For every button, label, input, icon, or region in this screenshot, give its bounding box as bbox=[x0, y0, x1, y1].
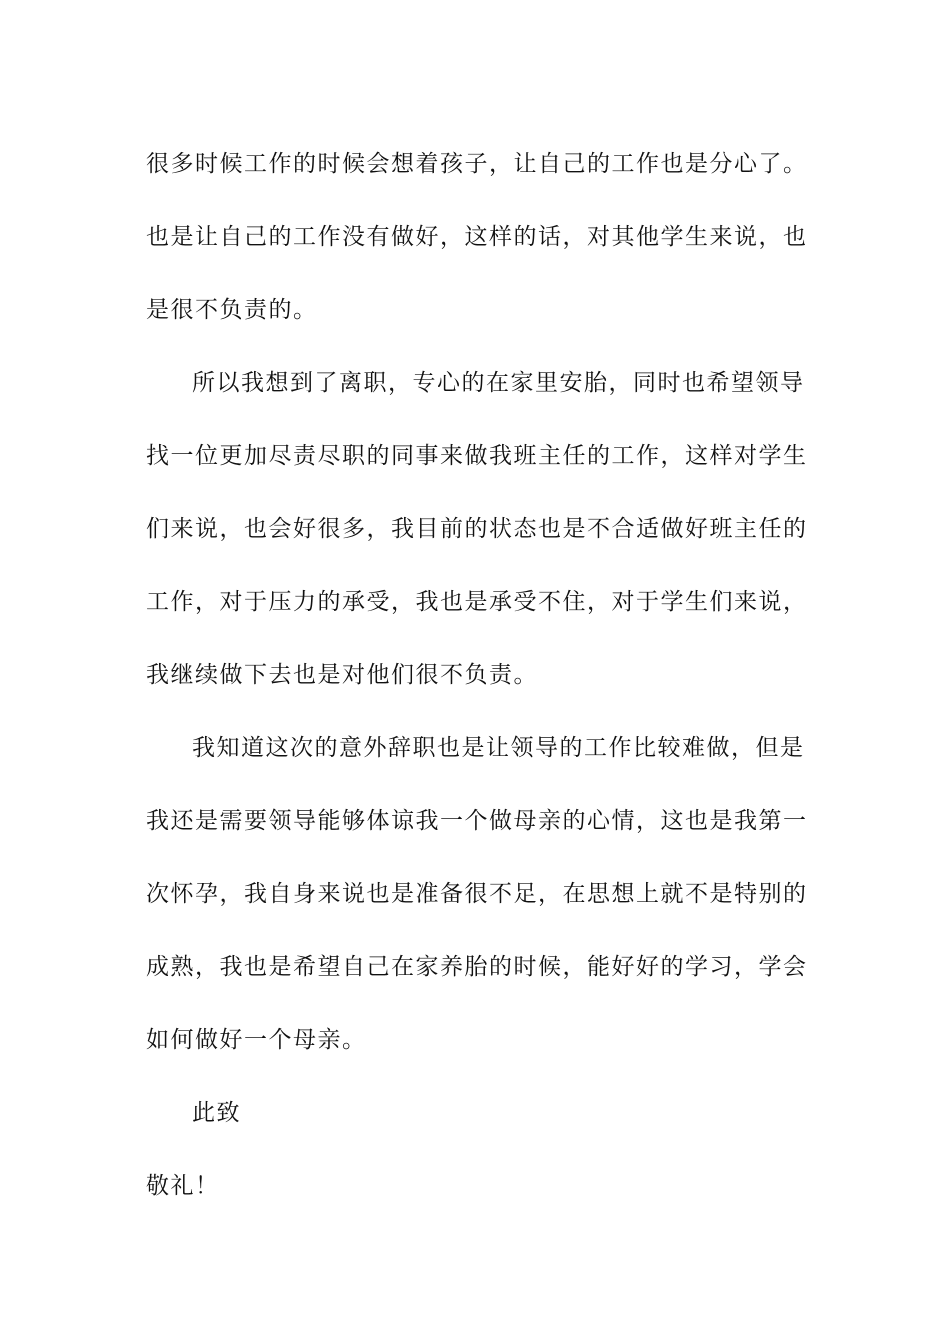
paragraph-1 bbox=[146, 128, 806, 347]
paragraph-3 bbox=[146, 712, 806, 1077]
text-line: 我还是需要领导能够体谅我一个做母亲的心情，这也是我第一 bbox=[146, 808, 808, 834]
text-line: 也是让自己的工作没有做好，这样的话，对其他学生来说，也 bbox=[146, 224, 808, 250]
text-line: 成熟，我也是希望自己在家养胎的时候，能好好的学习，学会 bbox=[146, 954, 808, 980]
text-line: 们来说，也会好很多，我目前的状态也是不合适做好班主任的 bbox=[146, 516, 808, 542]
salutation-text: 敬礼！ bbox=[146, 1173, 220, 1199]
text-line: 工作，对于压力的承受，我也是承受不住，对于学生们来说， bbox=[146, 589, 808, 615]
text-line: 次怀孕，我自身来说也是准备很不足，在思想上就不是特别的 bbox=[146, 881, 808, 907]
text-line: 如何做好一个母亲。 bbox=[146, 1027, 367, 1053]
closing-block bbox=[146, 1077, 806, 1223]
text-line: 找一位更加尽责尽职的同事来做我班主任的工作，这样对学生 bbox=[146, 443, 808, 469]
text-line: 我知道这次的意外辞职也是让领导的工作比较难做，但是 bbox=[192, 735, 805, 761]
text-line: 所以我想到了离职，专心的在家里安胎，同时也希望领导 bbox=[192, 370, 805, 396]
text-line: 我继续做下去也是对他们很不负责。 bbox=[146, 662, 538, 688]
paragraph-2 bbox=[146, 347, 806, 712]
letter-body bbox=[146, 128, 806, 1223]
closing-text: 此致 bbox=[192, 1100, 241, 1126]
text-line: 是很不负责的。 bbox=[146, 297, 318, 323]
text-line: 很多时候工作的时候会想着孩子，让自己的工作也是分心了。 bbox=[146, 151, 808, 177]
